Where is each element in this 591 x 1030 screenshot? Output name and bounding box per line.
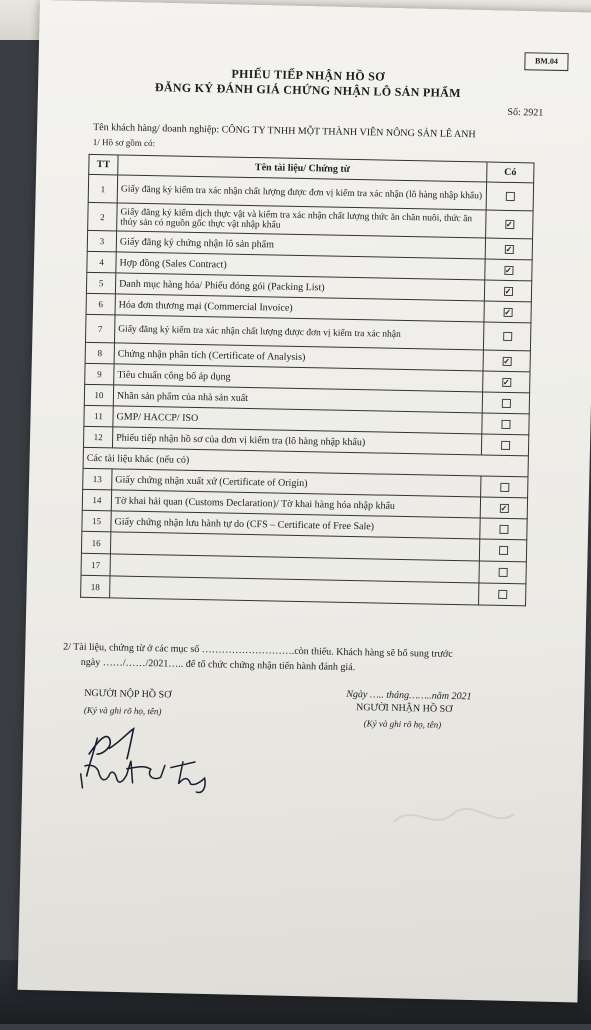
submitter-hint: (Ký và ghi rõ họ, tên)	[83, 704, 162, 717]
row-document-name: Tờ khai hải quan (Customs Declaration)/ Tờ khai hàng hóa nhập khẩu	[111, 490, 480, 518]
row-checkbox-cell	[484, 280, 531, 302]
checkbox-icon[interactable]	[498, 568, 507, 577]
checkbox-icon[interactable]: ✓	[503, 356, 511, 366]
section1-label: 1/ Hồ sơ gồm có:	[92, 136, 156, 149]
row-number: 9	[85, 363, 114, 385]
row-number: 18	[81, 575, 110, 598]
main-rows	[83, 174, 533, 455]
checkbox-icon[interactable]: ✓	[504, 307, 512, 317]
row-document-name: GMP/ HACCP/ ISO	[113, 406, 482, 434]
handwritten-signature	[74, 724, 225, 797]
row-document-name: Giấy đăng ký chứng nhận lô sản phẩm	[116, 231, 485, 259]
checkbox-icon[interactable]	[501, 441, 510, 450]
row-number: 10	[84, 384, 113, 406]
document-title: PHIẾU TIẾP NHẬN HỒ SƠ	[231, 66, 385, 84]
customer-name: Tên khách hàng/ doanh nghiệp: CÔNG TY TNHH MỘT THÀNH VIÊN NÔNG SẢN LÊ ANH	[93, 121, 476, 141]
row-number: 4	[87, 251, 116, 273]
row-document-name: Giấy chứng nhận lưu hành tự do (CFS – Certificate of Free Sale)	[111, 511, 480, 539]
row-checkbox-cell	[484, 301, 531, 323]
row-number: 8	[85, 342, 114, 364]
row-checkbox-cell	[485, 238, 532, 260]
row-checkbox-cell	[485, 259, 532, 281]
row-checkbox-cell	[481, 434, 528, 456]
row-number: 3	[87, 230, 116, 252]
row-checkbox-cell	[479, 539, 526, 562]
checkbox-icon[interactable]	[505, 192, 514, 201]
document-subtitle: ĐĂNG KÝ ĐÁNH GIÁ CHỨNG NHẬN LÔ SẢN PHẨM	[154, 80, 461, 101]
submitter-title: NGƯỜI NỘP HỒ SƠ	[84, 687, 172, 701]
note-line2: ngày ……/……/2021….. để tổ chức chứng nhận tiến hành đánh giá.	[80, 656, 356, 674]
checkbox-icon[interactable]	[498, 546, 507, 555]
checkbox-icon[interactable]	[499, 525, 508, 534]
row-document-name: Phiếu tiếp nhận hồ sơ của đơn vị kiểm tra (lô hàng nhập khẩu)	[112, 427, 481, 455]
checkbox-icon[interactable]: ✓	[505, 265, 512, 275]
row-document-name: Giấy đăng ký kiểm dịch thực vật và kiểm tra xác nhận chất lượng thức ăn chăn nuôi, thức ăn thủy sản có nguồn gốc thực vật nhập khẩu	[117, 203, 486, 238]
row-checkbox-cell	[483, 371, 530, 393]
row-document-name: Hợp đồng (Sales Contract)	[116, 252, 485, 280]
row-number: 14	[82, 489, 111, 511]
documents-table	[80, 154, 534, 606]
checkbox-icon[interactable]	[498, 590, 507, 599]
faded-signature-shadow	[383, 782, 525, 865]
checkbox-icon[interactable]	[501, 399, 510, 408]
row-number: 15	[82, 510, 111, 532]
row-document-name: Giấy chứng nhận xuất xứ (Certificate of Origin)	[112, 469, 481, 497]
row-checkbox-cell	[486, 182, 534, 211]
row-document-name: Nhãn sản phẩm của nhà sản xuất	[113, 385, 482, 413]
row-checkbox-cell	[483, 322, 531, 351]
row-number: 12	[83, 426, 112, 448]
row-number: 16	[81, 531, 110, 554]
row-number: 1	[88, 174, 118, 203]
row-checkbox-cell	[482, 413, 529, 435]
row-checkbox-cell	[480, 518, 527, 540]
checkbox-icon[interactable]: ✓	[502, 377, 510, 387]
receiver-hint: (Ký và ghi rõ họ, tên)	[363, 718, 442, 730]
row-document-name: Giấy đăng ký kiểm tra xác nhận chất lượng được đơn vị kiểm tra xác nhận	[114, 315, 483, 350]
header-name: Tên tài liệu/ Chứng từ	[118, 155, 487, 182]
row-checkbox-cell	[481, 476, 528, 498]
checkbox-icon[interactable]: ✓	[505, 220, 513, 230]
row-checkbox-cell	[486, 210, 534, 239]
other-rows	[81, 468, 528, 606]
row-document-name: Chứng nhận phân tích (Certificate of Analysis)	[114, 343, 483, 371]
checkbox-icon[interactable]	[501, 420, 510, 429]
row-document-name: Hóa đơn thương mại (Commercial Invoice)	[115, 294, 484, 322]
row-checkbox-cell	[479, 561, 526, 584]
receiver-title: NGƯỜI NHẬN HỒ SƠ	[355, 702, 453, 715]
row-number: 17	[81, 553, 110, 576]
date-line: Ngày ….. tháng……..năm 2021	[346, 688, 472, 703]
row-checkbox-cell	[482, 392, 529, 414]
row-number: 11	[84, 405, 113, 427]
document-number: Số: 2921	[507, 106, 544, 119]
row-document-name: Giấy đăng ký kiểm tra xác nhận chất lượng được đơn vị kiểm tra xác nhận (lô hàng nhập khẩu)	[117, 175, 486, 210]
row-number: 5	[86, 272, 115, 294]
row-number: 6	[86, 293, 115, 315]
other-docs-label: Các tài liệu khác (nếu có)	[83, 447, 528, 477]
row-number: 7	[85, 314, 115, 343]
row-checkbox-cell	[479, 583, 526, 606]
header-check: Có	[487, 162, 534, 183]
row-document-name: Tiêu chuẩn công bố áp dụng	[114, 364, 483, 392]
checkbox-icon[interactable]: ✓	[500, 503, 508, 513]
row-number: 13	[83, 468, 112, 490]
form-code: BM.04	[524, 52, 568, 71]
header-tt: TT	[89, 154, 118, 175]
checkbox-icon[interactable]: ✓	[505, 244, 513, 254]
checkbox-icon[interactable]	[500, 483, 509, 492]
row-checkbox-cell	[483, 350, 530, 372]
row-document-name: Danh mục hàng hóa/ Phiếu đóng gói (Packing List)	[115, 273, 484, 301]
checkbox-icon[interactable]: ✓	[504, 286, 512, 296]
row-checkbox-cell	[480, 497, 527, 519]
checkbox-icon[interactable]	[503, 332, 512, 341]
row-number: 2	[88, 202, 118, 231]
note-line1: 2/ Tài liệu, chứng từ ở các mục số ……………………….còn thiếu. Khách hàng sẽ bổ sung trước	[63, 641, 453, 660]
